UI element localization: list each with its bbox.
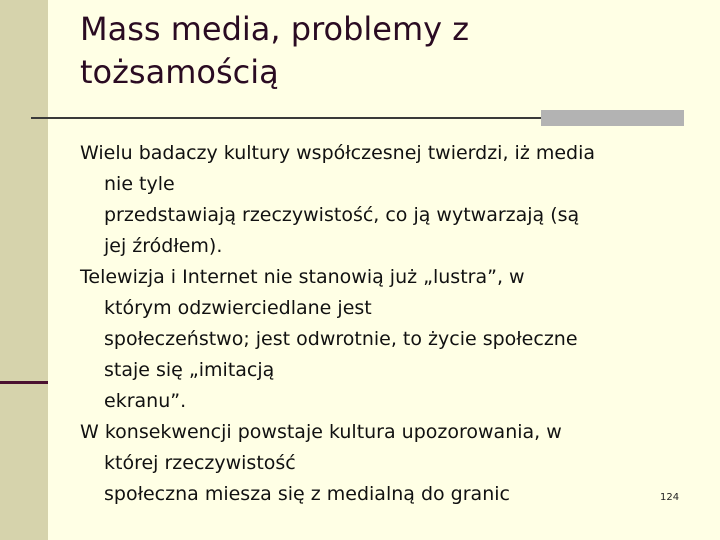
left-accent-bar: [0, 0, 48, 540]
body-line: Wielu badaczy kultury współczesnej twierdzi, iż media: [80, 142, 596, 164]
body-line: Telewizja i Internet nie stanowią już „lustra”, w: [80, 266, 525, 288]
body-line: ekranu”.: [104, 390, 187, 412]
body-line: którym odzwierciedlane jest: [104, 297, 372, 319]
slide-body: [80, 138, 685, 510]
title-rule: [31, 117, 541, 119]
body-line: staje się „imitacją: [104, 359, 275, 381]
title-line-1: Mass media, problemy z: [80, 10, 470, 48]
left-bar-divider: [0, 381, 48, 384]
body-line: której rzeczywistość: [104, 452, 296, 474]
decorative-grey-block: [541, 110, 684, 126]
body-text: [80, 138, 685, 510]
body-line: jej źródłem).: [104, 235, 223, 257]
body-line: społeczna miesza się z medialną do granic: [104, 483, 510, 505]
body-line: przedstawiają rzeczywistość, co ją wytwarzają (są: [104, 204, 580, 226]
page-number: 124: [660, 492, 680, 503]
slide-title: [80, 8, 680, 94]
body-line: społeczeństwo; jest odwrotnie, to życie społeczne: [104, 328, 578, 350]
body-line: W konsekwencji powstaje kultura upozorowania, w: [80, 421, 562, 443]
body-line: nie tyle: [104, 173, 175, 195]
title-line-2: tożsamością: [80, 53, 279, 91]
